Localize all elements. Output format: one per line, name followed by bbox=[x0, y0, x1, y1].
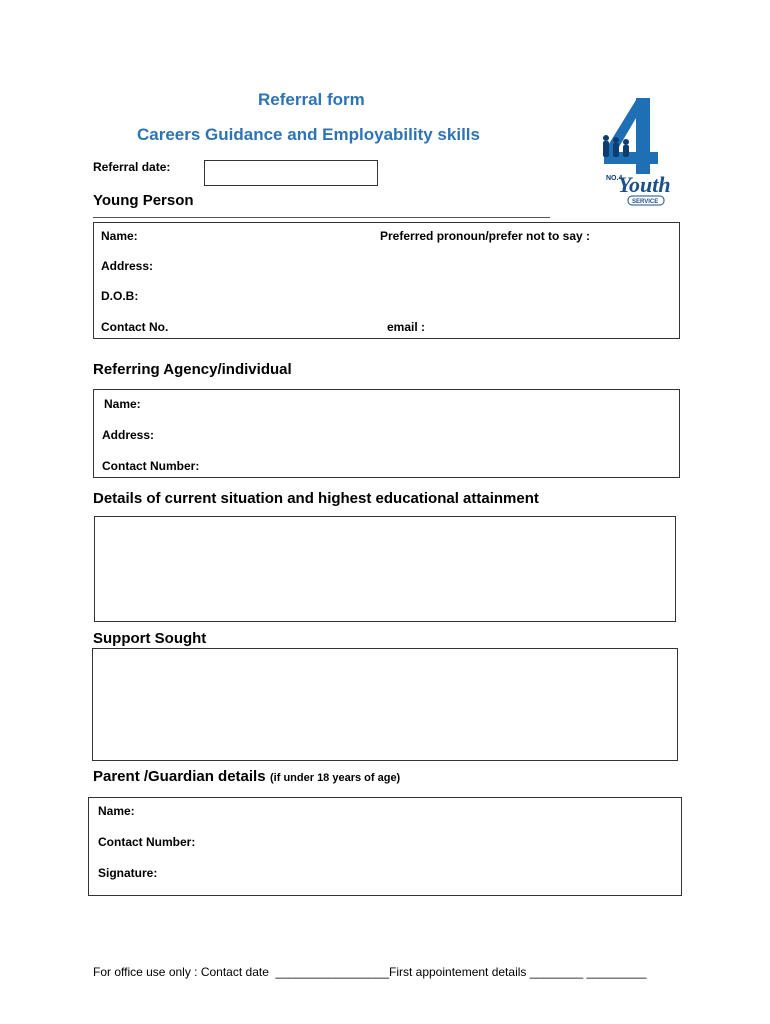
referral-date-label: Referral date: bbox=[93, 160, 171, 174]
parent-contact-label: Contact Number: bbox=[98, 835, 196, 849]
yp-email-label: email : bbox=[387, 320, 426, 334]
logo-bottom-text: SERVICE bbox=[632, 199, 659, 205]
parent-note: (if under 18 years of age) bbox=[270, 772, 401, 784]
young-person-rule bbox=[93, 217, 550, 218]
parent-signature-label: Signature: bbox=[98, 866, 158, 880]
logo-top-text: NO.4 bbox=[606, 175, 623, 182]
form-title: Referral form bbox=[258, 90, 365, 109]
youth-service-logo bbox=[584, 96, 680, 212]
young-person-heading: Young Person bbox=[93, 192, 194, 209]
office-use-footer: For office use only : Contact date _________________First appointement details ________ _________ bbox=[93, 965, 647, 979]
referral-date-field[interactable] bbox=[204, 160, 378, 186]
form-subtitle: Careers Guidance and Employability skills bbox=[137, 125, 480, 144]
ref-contact-label: Contact Number: bbox=[102, 459, 200, 473]
yp-contact-label: Contact No. bbox=[101, 320, 169, 334]
ref-address-label: Address: bbox=[102, 428, 155, 442]
parent-heading: Parent /Guardian details bbox=[93, 768, 266, 785]
yp-name-label: Name: bbox=[101, 229, 138, 243]
ref-name-label: Name: bbox=[104, 397, 141, 411]
details-textarea[interactable] bbox=[94, 516, 676, 622]
support-heading: Support Sought bbox=[93, 630, 207, 647]
yp-pronoun-label: Preferred pronoun/prefer not to say : bbox=[380, 229, 591, 243]
support-textarea[interactable] bbox=[92, 648, 678, 761]
parent-name-label: Name: bbox=[98, 804, 135, 818]
parent-heading-row bbox=[93, 768, 400, 786]
yp-address-label: Address: bbox=[101, 259, 154, 273]
referring-heading: Referring Agency/individual bbox=[93, 361, 292, 378]
details-heading: Details of current situation and highest educational attainment bbox=[93, 490, 539, 507]
logo-script-text: Youth bbox=[618, 172, 671, 197]
yp-dob-label: D.O.B: bbox=[101, 289, 139, 303]
